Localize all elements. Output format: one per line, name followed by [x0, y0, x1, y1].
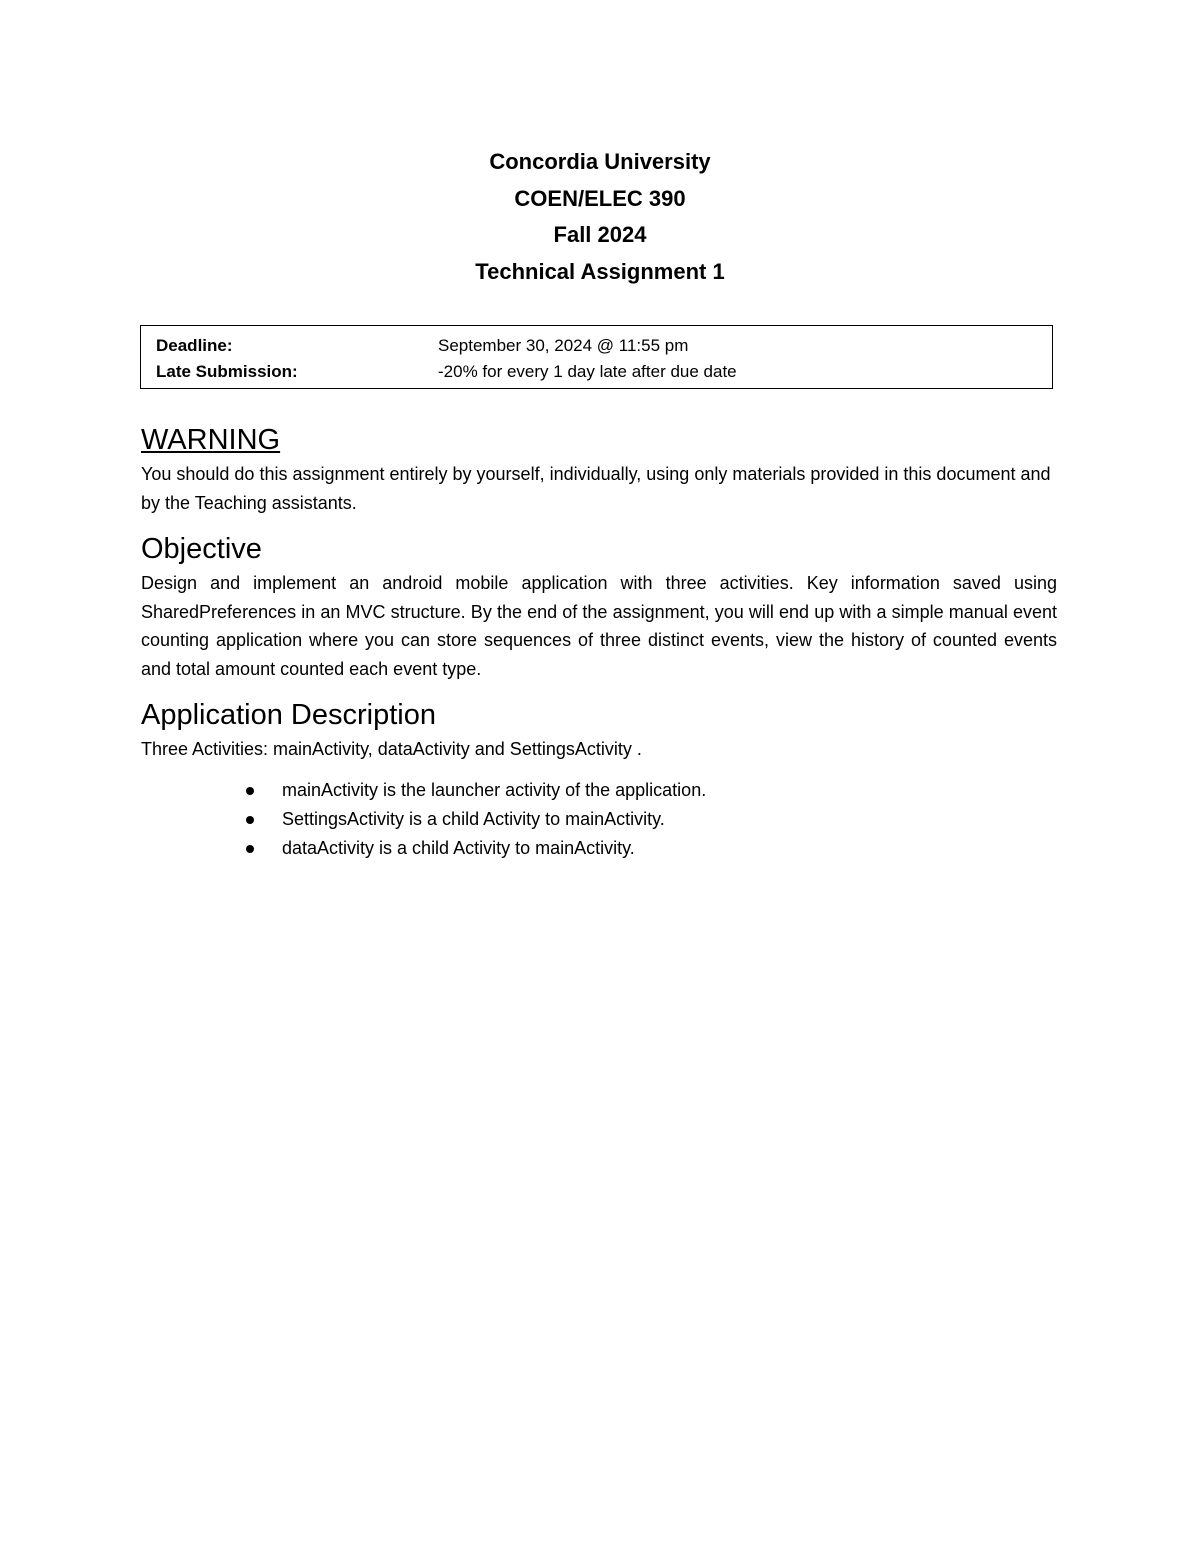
app-description-intro: Three Activities: mainActivity, dataActivity and SettingsActivity . — [141, 739, 642, 759]
term: Fall 2024 — [553, 222, 647, 247]
course-code: COEN/ELEC 390 — [514, 185, 686, 211]
objective-heading: Objective — [141, 533, 262, 565]
deadline-label: Deadline: — [156, 336, 233, 355]
bullet-icon — [246, 816, 254, 824]
list-item-text: SettingsActivity is a child Activity to mainActivity. — [282, 808, 665, 829]
deadline-value: September 30, 2024 @ 11:55 pm — [438, 336, 689, 355]
list-item — [141, 834, 1057, 863]
list-item — [141, 776, 1057, 805]
list-item — [141, 805, 1057, 834]
late-submission-label: Late Submission: — [156, 362, 298, 381]
bullet-icon — [246, 787, 254, 795]
warning-heading: WARNING — [141, 424, 281, 456]
late-submission-value: -20% for every 1 day late after due date — [438, 362, 737, 381]
title-block — [0, 144, 1200, 290]
deadline-box — [140, 325, 1053, 389]
assignment-title: Technical Assignment 1 — [475, 258, 725, 284]
objective-text: Design and implement an android mobile application with three activities. Key information saved using SharedPreferences in an MVC structure. By the end of the assignment, you will end up with a simple manual event counting application where you can store sequences of three distinct events, view the history of counted events and total amount counted each event type. — [141, 573, 1057, 679]
warning-text: You should do this assignment entirely by yourself, individually, using only materials provided in this document and by the Teaching assistants. — [141, 464, 1051, 513]
app-description-heading: Application Description — [141, 699, 436, 731]
list-item-text: mainActivity is the launcher activity of the application. — [282, 779, 707, 800]
activity-list — [141, 776, 1057, 863]
list-item-text: dataActivity is a child Activity to mainActivity. — [282, 837, 635, 858]
document-body — [141, 420, 1057, 863]
bullet-icon — [246, 845, 254, 853]
university-name: Concordia University — [489, 149, 711, 174]
